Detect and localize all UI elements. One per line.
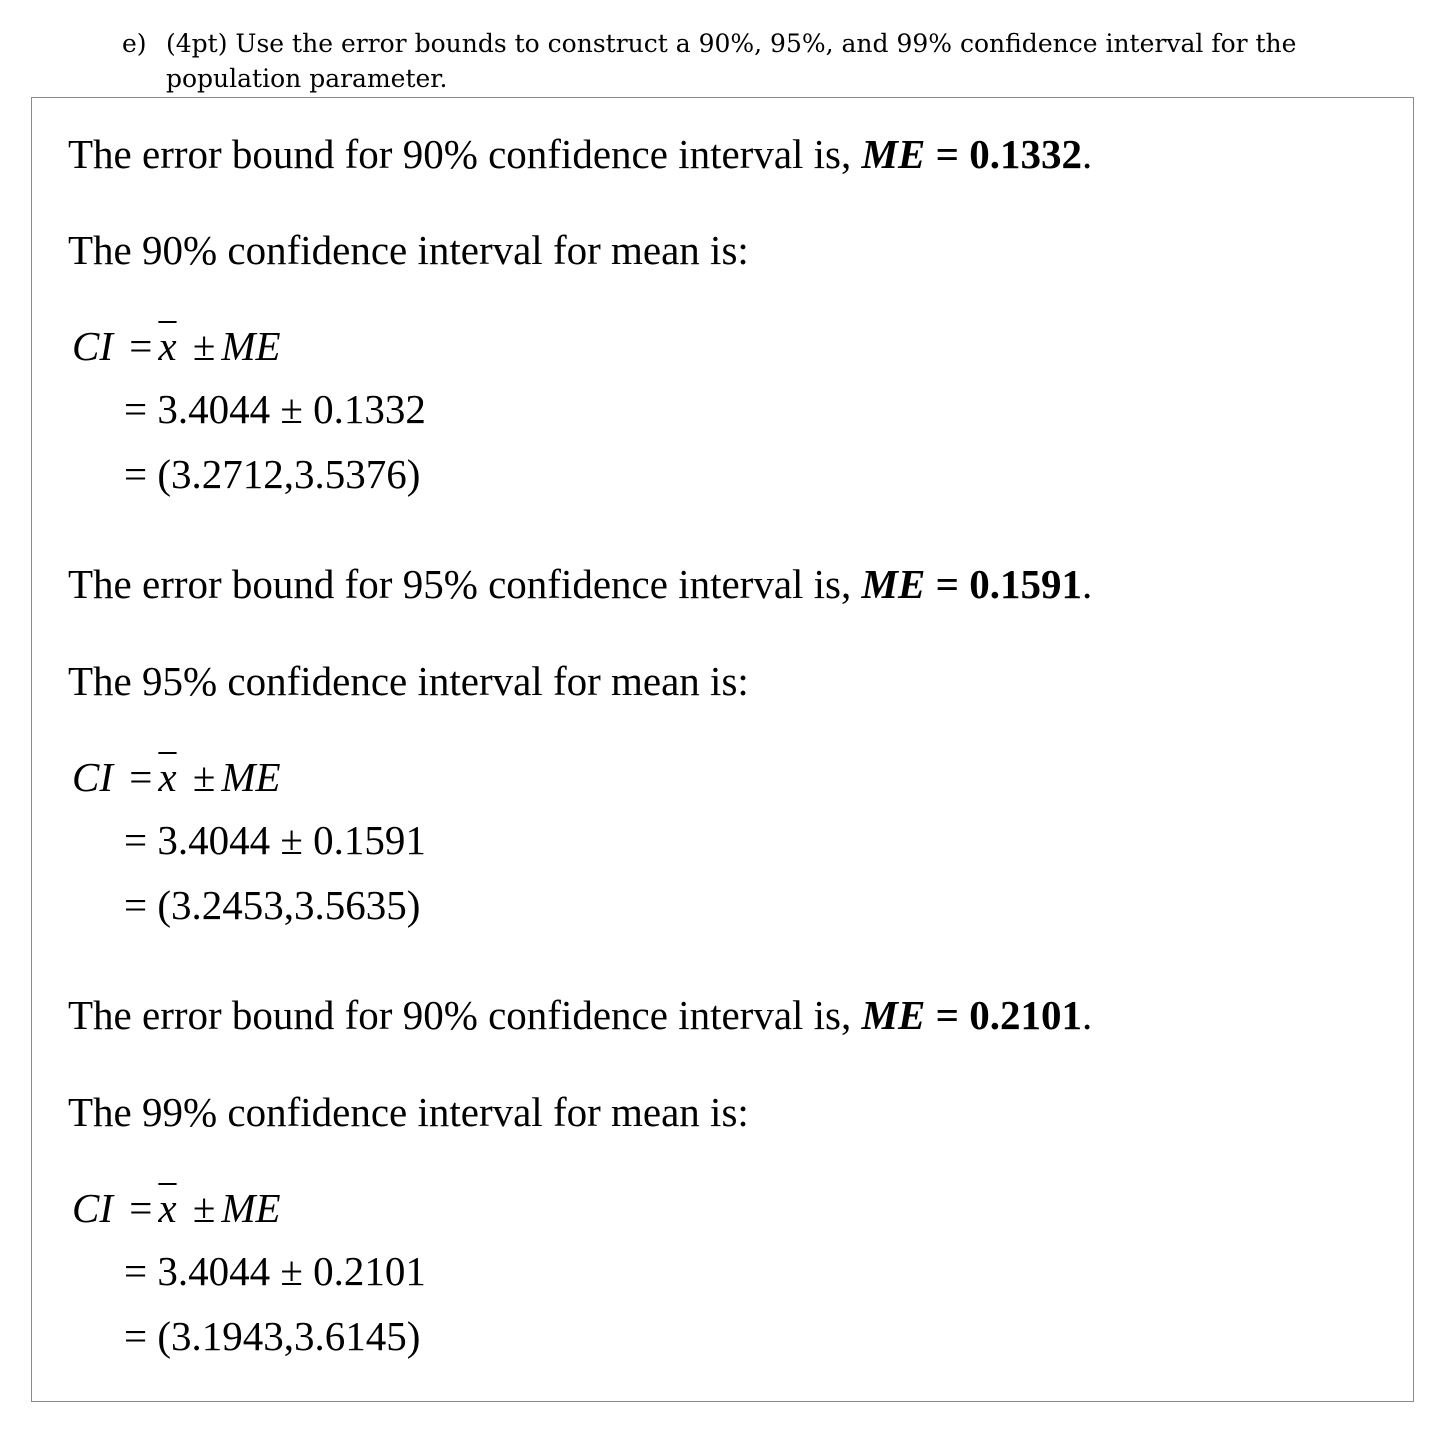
ci-lhs: CI [72, 323, 113, 369]
ci-sum-line-3 [124, 1247, 426, 1295]
me-value: 0.1332 [969, 131, 1082, 177]
answer-box [31, 97, 1414, 1402]
me-value: 0.1591 [969, 561, 1082, 607]
me-symbol: ME [221, 323, 281, 369]
error-bound-statement-2 [68, 560, 1092, 608]
ci-interval-line-1 [124, 450, 420, 498]
ci-interval: (3.1943,3.6145) [157, 1313, 421, 1359]
equals-sign: = [129, 1185, 153, 1231]
ci-interval-line-2 [124, 881, 420, 929]
equals-sign: = [935, 561, 959, 607]
x-bar-symbol: $\overline{x}$ [158, 1185, 177, 1231]
ci-interval: (3.2712,3.5376) [157, 451, 421, 497]
ci-sum-line-1 [124, 385, 426, 433]
ci-sum: 3.4044 ± 0.2101 [157, 1248, 426, 1294]
x-bar-symbol: $\overline{x}$ [158, 754, 177, 800]
ci-interval-line-3 [124, 1312, 420, 1360]
ci-intro-1: The 90% confidence interval for mean is: [68, 227, 749, 273]
ci-formula-3 [72, 1184, 281, 1232]
question-label: e) [122, 29, 147, 58]
plus-minus-sign: ± [192, 1185, 216, 1231]
ci-intro-3: The 99% confidence interval for mean is: [68, 1089, 749, 1135]
ci-sum-line-2 [124, 816, 426, 864]
x-bar-symbol: $\overline{x}$ [158, 323, 177, 369]
plus-minus-sign: ± [192, 323, 216, 369]
ci-intro-2: The 95% confidence interval for mean is: [68, 658, 749, 704]
me-symbol: ME [861, 131, 926, 177]
me-symbol: ME [861, 561, 926, 607]
error-bound-text: The error bound for 90% confidence interval is, [68, 131, 852, 177]
period: . [1081, 131, 1093, 177]
me-symbol: ME [221, 1185, 281, 1231]
error-bound-text: The error bound for 95% confidence interval is, [68, 561, 852, 607]
equals-sign: = [129, 323, 153, 369]
equals-sign: = [935, 131, 959, 177]
ci-formula-2 [72, 753, 281, 801]
equals-sign: = [124, 1313, 148, 1359]
plus-minus-sign: ± [192, 754, 216, 800]
equals-sign: = [124, 451, 148, 497]
equals-sign: = [935, 992, 959, 1038]
ci-lhs: CI [72, 754, 113, 800]
equals-sign: = [124, 386, 148, 432]
error-bound-text: The error bound for 90% confidence interval is, [68, 992, 852, 1038]
question-prompt [122, 26, 1412, 96]
me-symbol: ME [861, 992, 926, 1038]
ci-formula-1 [72, 322, 281, 370]
equals-sign: = [124, 1248, 148, 1294]
question-text: (4pt) Use the error bounds to construct a 90%, 95%, and 99% confidence interval for the population parameter. [166, 29, 1297, 93]
period: . [1081, 992, 1093, 1038]
error-bound-statement-1 [68, 130, 1092, 178]
equals-sign: = [124, 817, 148, 863]
ci-sum: 3.4044 ± 0.1332 [157, 386, 426, 432]
equals-sign: = [129, 754, 153, 800]
me-value: 0.2101 [969, 992, 1082, 1038]
error-bound-statement-3 [68, 991, 1092, 1039]
equals-sign: = [124, 882, 148, 928]
ci-lhs: CI [72, 1185, 113, 1231]
me-symbol: ME [221, 754, 281, 800]
period: . [1081, 561, 1093, 607]
ci-interval: (3.2453,3.5635) [157, 882, 421, 928]
ci-sum: 3.4044 ± 0.1591 [157, 817, 426, 863]
